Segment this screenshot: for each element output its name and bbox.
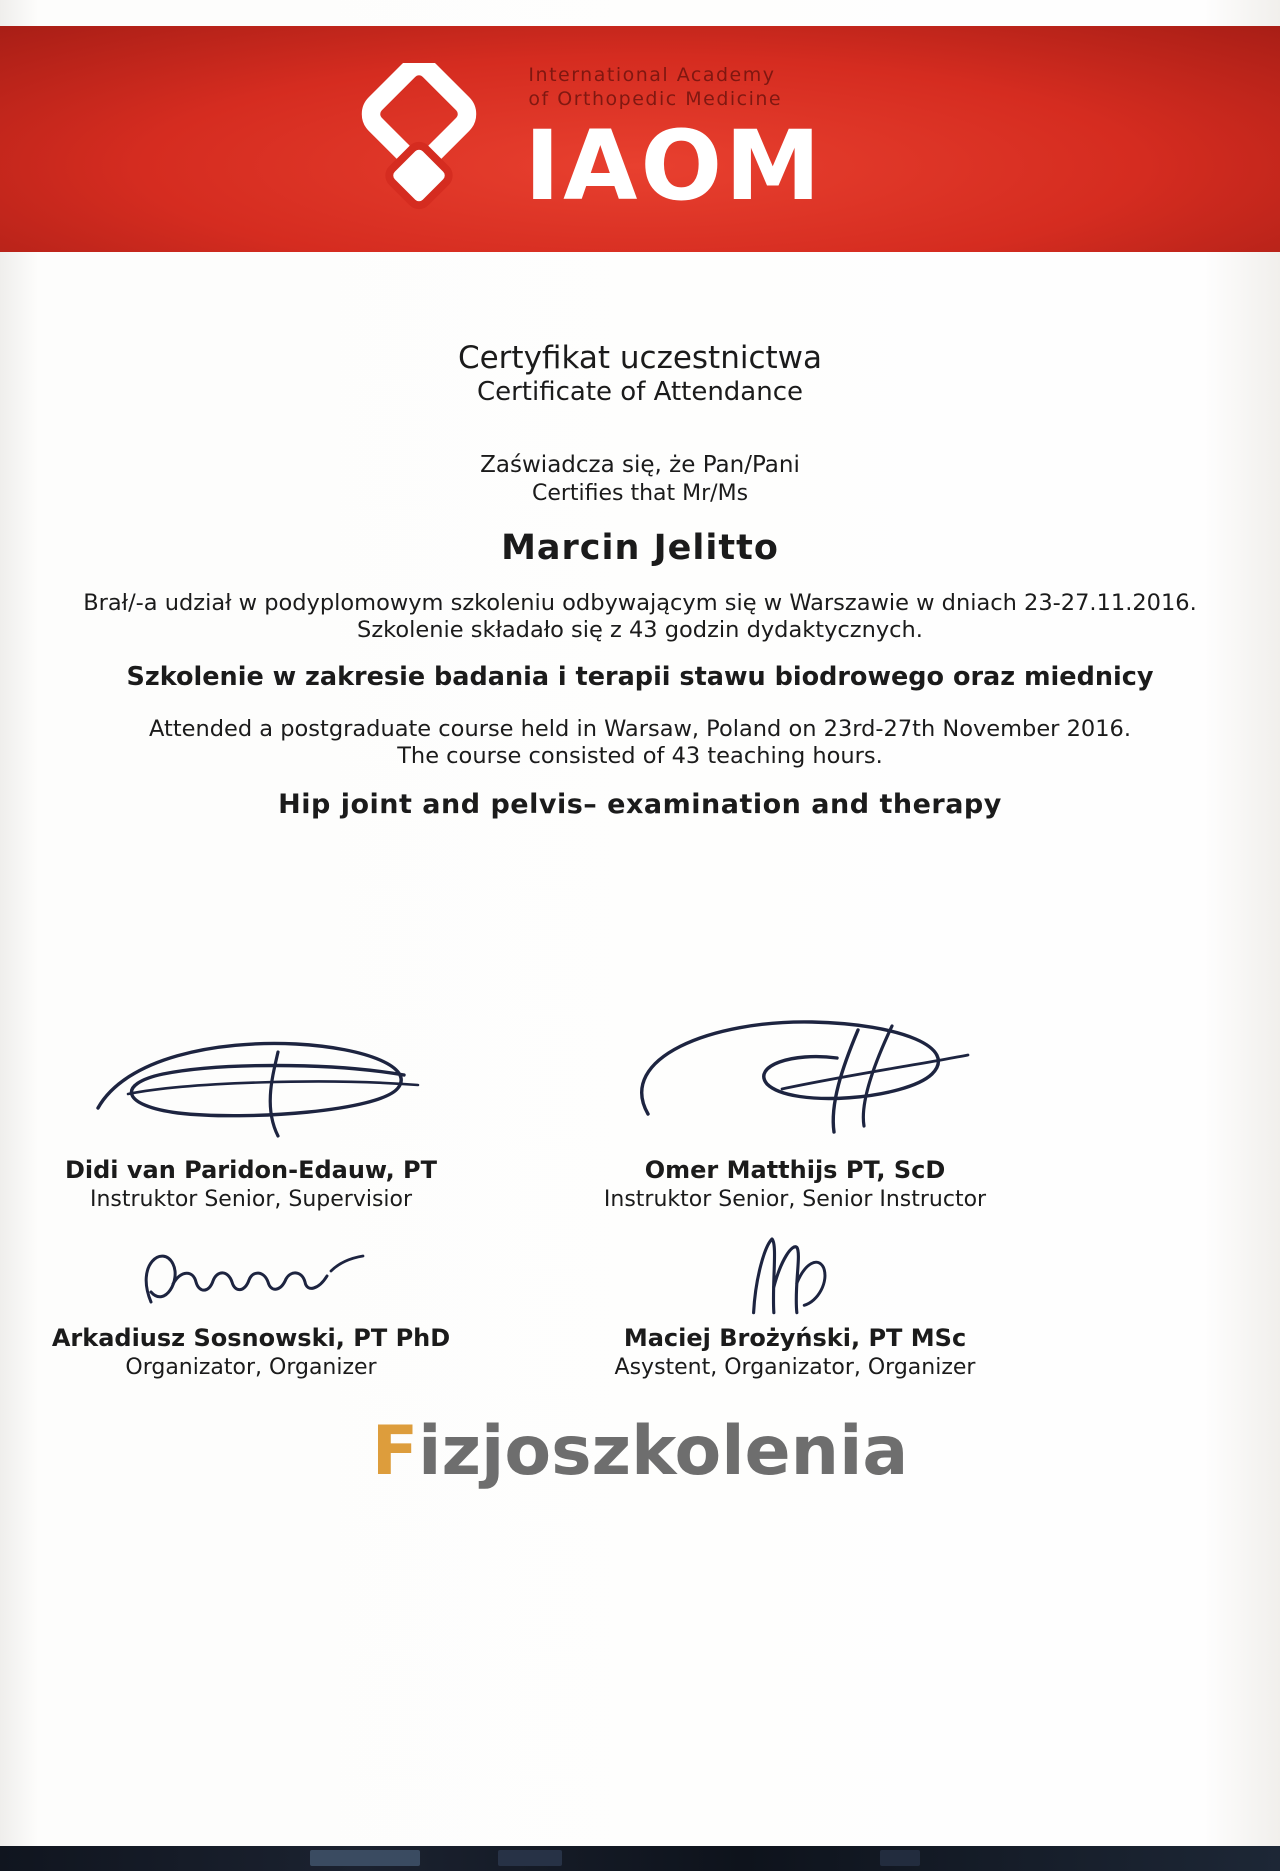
org-name [528, 64, 782, 112]
course-description-en [0, 716, 1280, 769]
scan-edge-segment [310, 1850, 420, 1866]
signer-block-maciej [560, 1228, 1030, 1380]
signer-block-didi [36, 1022, 466, 1212]
course-description-en-line2: The course consisted of 43 teaching hours. [397, 742, 883, 769]
certifies-line-en: Certifies that Mr/Ms [531, 481, 749, 506]
signature-didi-image [66, 1022, 436, 1152]
course-description-pl-line1: Brał/-a udział w podyplomowym szkoleniu odbywającym się w Warszawie w dniach 23-27.11.2016. [83, 590, 1197, 616]
scan-edge-strip [0, 1846, 1280, 1871]
header-banner [0, 26, 1280, 252]
signer-name: Maciej Brożyński, PT MSc [623, 1324, 967, 1352]
fizjoszkolenia-logo-rest: izjoszkolenia [418, 1412, 909, 1491]
signer-name: Arkadiusz Sosnowski, PT PhD [51, 1324, 451, 1352]
signature-maciej-image [720, 1228, 870, 1320]
course-description-pl-line2: Szkolenie składało się z 43 godzin dydaktycznych. [357, 616, 923, 643]
signature-arkadiusz-image [121, 1228, 381, 1320]
fizjoszkolenia-logo-first-letter: F [371, 1412, 419, 1491]
certifies-line-pl: Zaświadcza się, że Pan/Pani [480, 452, 800, 478]
signer-name: Didi van Paridon-Edauw, PT [64, 1156, 438, 1184]
fizjoszkolenia-logo [0, 1412, 1280, 1491]
course-description-pl [0, 590, 1280, 643]
recipient-name: Marcin Jelitto [501, 528, 779, 568]
course-title-pl: Szkolenie w zakresie badania i terapii stawu biodrowego oraz miednicy [126, 662, 1154, 692]
course-title-en: Hip joint and pelvis– examination and therapy [278, 789, 1002, 820]
iaom-logo-text: IAOM [524, 109, 824, 222]
scan-edge-segment [498, 1850, 562, 1866]
signer-role: Instruktor Senior, Senior Instructor [603, 1187, 987, 1212]
certificate-title-pl: Certyfikat uczestnictwa [457, 340, 823, 376]
signer-block-omer [560, 1012, 1030, 1212]
org-name-line2: of Orthopedic Medicine [528, 88, 783, 110]
signer-role: Instruktor Senior, Supervisior [89, 1187, 413, 1212]
signer-name: Omer Matthijs PT, ScD [644, 1156, 946, 1184]
course-description-en-line1: Attended a postgraduate course held in Warsaw, Poland on 23rd-27th November 2016. [149, 716, 1131, 742]
signer-role: Organizator, Organizer [125, 1355, 377, 1380]
signature-omer-image [600, 1012, 990, 1152]
signer-role: Asystent, Organizator, Organizer [614, 1355, 976, 1380]
org-name-line1: International Academy [528, 64, 776, 87]
banner-logo-group [0, 26, 1222, 252]
scan-edge-segment [880, 1850, 920, 1866]
signer-block-arkadiusz [36, 1228, 466, 1380]
iaom-diamond-logo-icon [340, 63, 498, 221]
banner-text-group [524, 64, 824, 222]
certificate-title-en: Certificate of Attendance [476, 377, 804, 407]
